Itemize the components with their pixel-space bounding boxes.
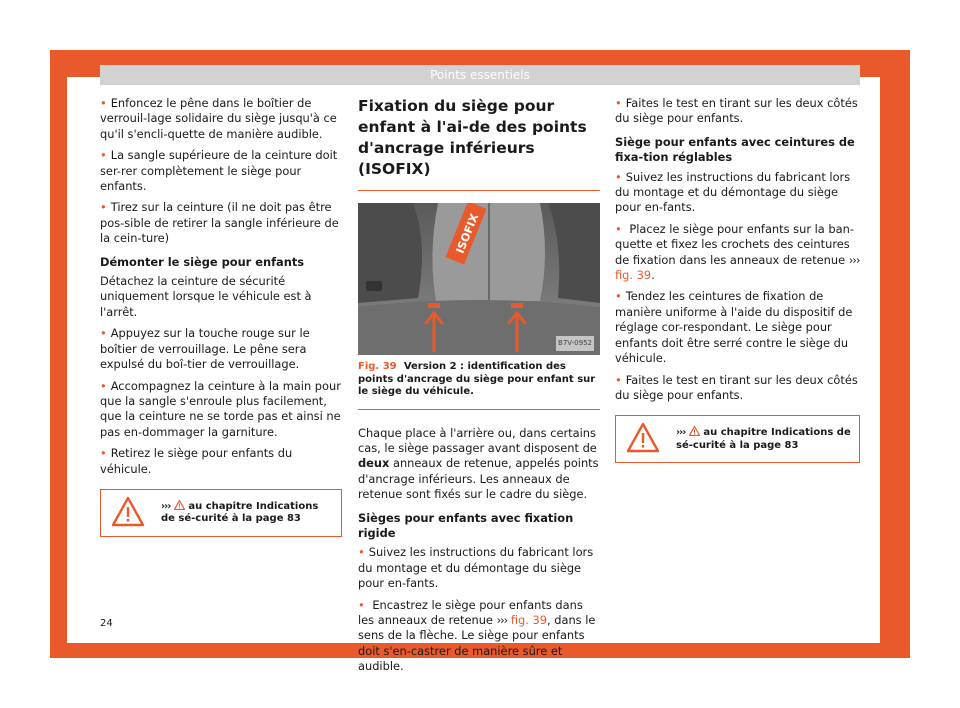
warning-link[interactable]: au chapitre Indications de sé-curité à la page 83 [161, 500, 319, 525]
figure-caption-text: Version 2 : identification des points d'ancrage du siège pour enfant sur le siège du véhicule. [358, 361, 596, 397]
warning-link[interactable]: au chapitre Indications de sé-curité à la page 83 [676, 427, 851, 451]
text-run: . [651, 268, 655, 283]
figure-link[interactable]: fig. 39 [510, 612, 548, 627]
cross-ref-arrows: ››› [848, 252, 860, 267]
text-run: Chaque place à l'arrière ou, dans certains cas, le siège passager avant disposent de [358, 425, 597, 455]
text-run-bold: deux [358, 456, 390, 471]
list-item: • Suivez les instructions du fabricant lors du montage et du démontage du siège pour en-fants. [358, 545, 600, 591]
list-item: • Enfoncez le pêne dans le boîtier de verrouil-lage solidaire du siège jusqu'à ce qu'il s'encli-quette de manière audible. [100, 96, 342, 142]
list-item [615, 222, 860, 284]
cross-ref-arrows: ››› [161, 500, 171, 512]
page-number: 24 [100, 618, 113, 629]
figure-link[interactable]: fig. 39 [615, 268, 652, 283]
warning-inline-icon [689, 426, 700, 436]
subheading: Siège pour enfants avec ceintures de fixa-tion réglables [615, 134, 855, 165]
text-run: Encastrez le siège pour enfants dans les anneaux de retenue [358, 597, 583, 627]
subheading: Démonter le siège pour enfants [100, 254, 305, 269]
paragraph [358, 426, 600, 503]
warning-triangle-icon [626, 422, 660, 454]
list-item: • La sangle supérieure de la ceinture doit ser-rer complètement le siège pour enfants. [100, 148, 342, 194]
list-item: • Suivez les instructions du fabricant lors du montage et du démontage du siège pour en-fants. [615, 170, 860, 216]
text-run: Placez le siège pour enfants sur la ban-quette et fixez les crochets des ceintures de fixation dans les anneaux de retenue [615, 221, 854, 267]
list-item: • Retirez le siège pour enfants du véhicule. [100, 446, 342, 477]
column-middle [358, 96, 600, 681]
isofix-tag-label: ISOFIX [453, 211, 482, 256]
section-header: Points essentiels [100, 65, 860, 85]
seat-illustration [358, 203, 600, 355]
list-item: • Accompagnez la ceinture à la main pour que la sangle s'enroule plus facilement, que la ceinture ne se torde pas et ainsi ne pas en-dommager la garniture. [100, 379, 342, 441]
figure-code: B7V-0952 [556, 336, 594, 351]
warning-triangle-icon [111, 496, 145, 528]
figure-number: Fig. 39 [358, 361, 397, 372]
list-item: • Tirez sur la ceinture (il ne doit pas être pos-sible de retirer la sangle inférieure de la cein-ture) [100, 200, 342, 246]
column-right [615, 96, 860, 463]
list-item: • Faites le test en tirant sur les deux côtés du siège pour enfants. [615, 96, 860, 127]
list-item: • Faites le test en tirant sur les deux côtés du siège pour enfants. [615, 373, 860, 404]
figure-isofix [358, 203, 600, 355]
text-run: anneaux de retenue, appelés points d'ancrage inférieurs. Les anneaux de retenue sont fixés sur le cadre du siège. [358, 456, 599, 502]
warning-text [676, 426, 851, 452]
list-item [358, 598, 600, 675]
section-title: Fixation du siège pour enfant à l'ai-de des points d'ancrage inférieurs (ISOFIX) [358, 96, 600, 191]
cross-ref-arrows: ››› [676, 427, 686, 439]
figure-caption [358, 361, 600, 410]
list-item: • Appuyez sur la touche rouge sur le boîtier de verrouillage. Le pêne sera expulsé du boî-tier de verrouillage. [100, 326, 342, 372]
list-item: • Tendez les ceintures de fixation de manière uniforme à l'aide du dispositif de réglage cor-respondant. Le siège pour enfants doit être serré contre le siège du véhicule. [615, 289, 860, 366]
warning-text [161, 500, 333, 526]
warning-box [100, 489, 342, 537]
warning-box [615, 415, 860, 463]
subheading: Sièges pour enfants avec fixation rigide [358, 510, 574, 540]
text-run: , dans le sens de la flèche. Le siège pour enfants doit s'en-castrer de manière sûre et audible. [358, 612, 596, 674]
column-left [100, 96, 342, 537]
warning-inline-icon [174, 500, 185, 510]
cross-ref-arrows: ››› [496, 612, 508, 627]
paragraph: Détachez la ceinture de sécurité uniquement lorsque le véhicule est à l'arrêt. [100, 274, 312, 319]
